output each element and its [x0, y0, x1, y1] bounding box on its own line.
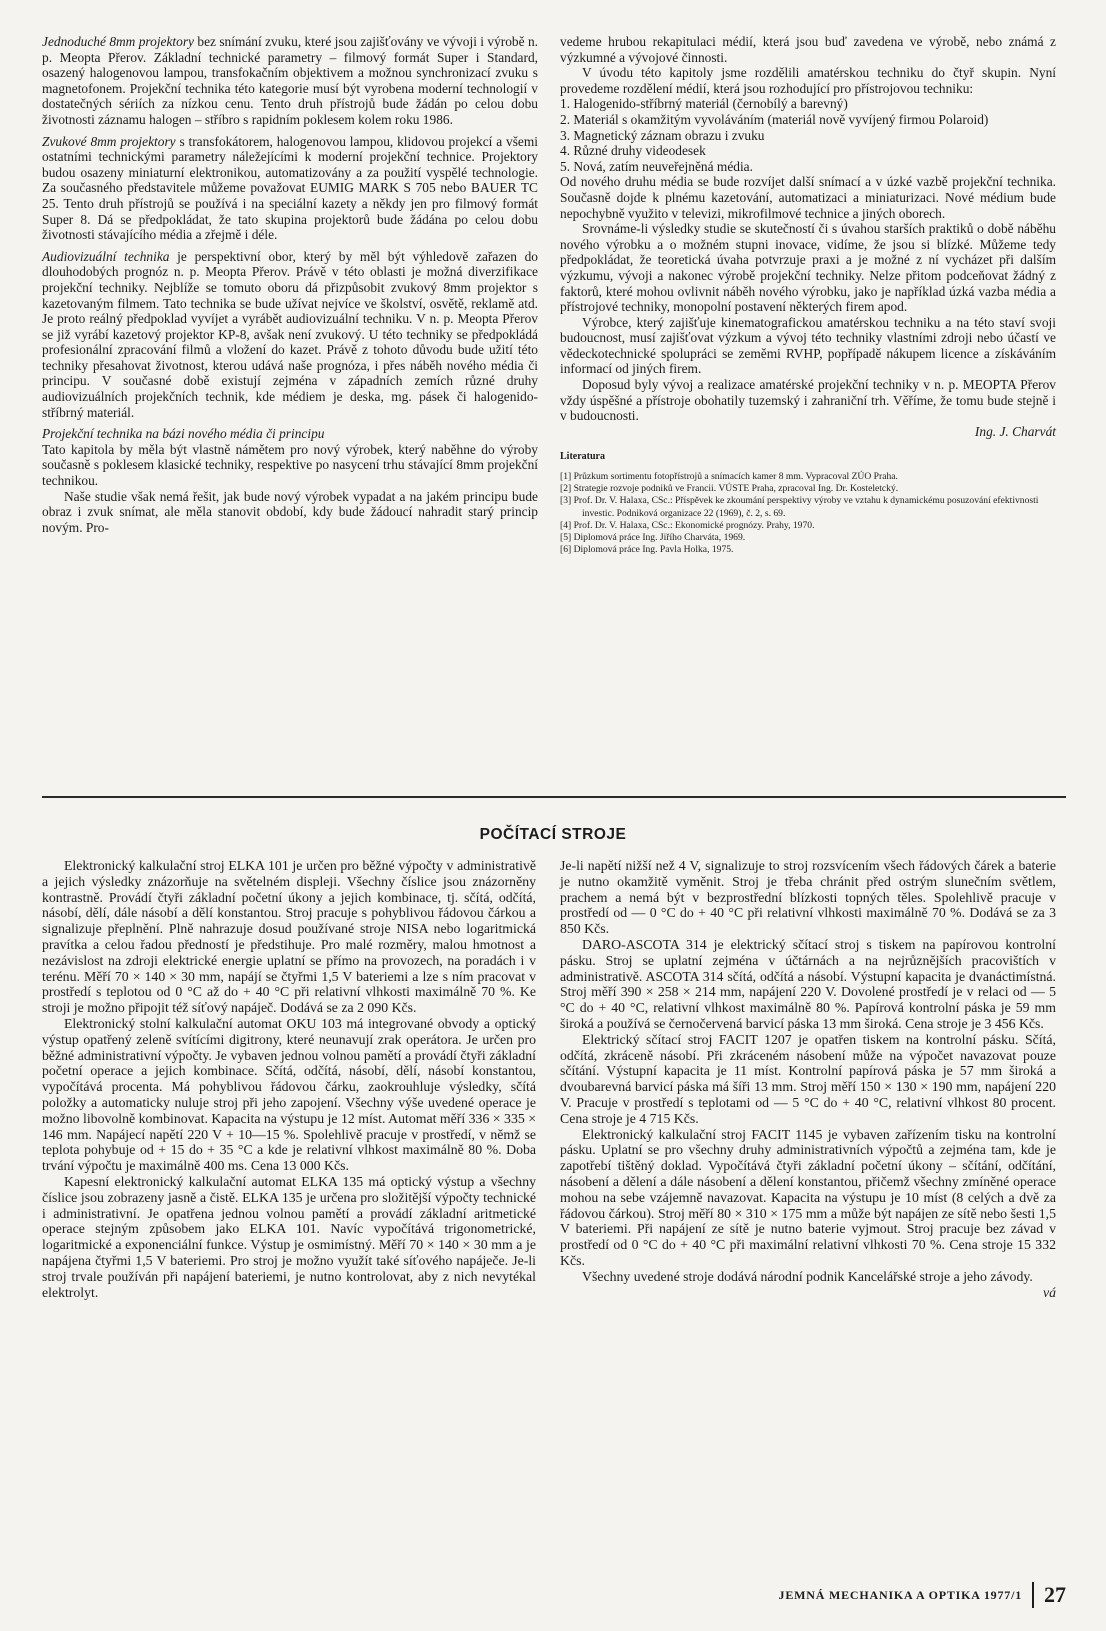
paragraph-text: s transfokátorem, halogenovou lampou, klidovou projekcí a všemi ostatními technickými parametry náležejícími k moderní projekční technice. Projektory budou osazeny miniaturní elektronikou, automatizovány a za použití vyspělé technologie. Za současného představitele můžeme považovat EUMIG MARK S 705 nebo BAUER TC 25. Tento druh přístrojů se používá i na speciální kazety a někdy jen pro filmový formát Super 8. Dá se předpokládat, že tato skupina projektorů bude žádána po celou dobu životnosti stávajícího média a zřejmě i déle. — [42, 133, 539, 243]
reference-item: [6] Diplomová práce Ing. Pavla Holka, 1975. — [560, 544, 734, 556]
paragraph: Naše studie však nemá řešit, jak bude nový výrobek vypadat a na jakém principu bude obraz i zvuk snímat, ale měla stanovit období, kdy bude žádoucí nahradit starý princip novým. Pro- — [42, 488, 538, 535]
references-list — [560, 471, 1056, 556]
lead-phrase: Zvukové 8mm projektory — [42, 133, 176, 149]
list-item: 3. Magnetický záznam obrazu i zvuku — [560, 127, 765, 143]
paragraph: Elektrický sčítací stroj FACIT 1207 je opatřen tiskem na kontrolní pásku. Sčítá, odčítá, zkráceně násobí. Při zkráceném násobení může na výpočet navazovat pouze sčítání. Výstupní kapacita je 11 míst. Kontrolní papírová páska je 57 mm široká a dvoubarevná barvicí páska má šíři 13 mm. Stroj měří 150 × 130 × 190 mm, napájení 220 V. Pracuje v prostředí s teplotami od — 5 °C do + 40 °C, relativní vlhkost 80 procent. Cena stroje je 4 715 Kčs. — [560, 1031, 1056, 1126]
lead-phrase: Audiovizuální technika — [42, 248, 170, 264]
paragraph: Elektronický kalkulační stroj FACIT 1145 je vybaven zařízením tisku na kontrolní pásku. Uplatní se pro všechny druhy administrativních výpočtů a zejména tam, kde je zapotřebí tištěný doklad. Vypočítává čtyři základní početní úkony – sčítání, odčítání, násobení a dělení a dále násobení a dělení konstantou, přičemž všechny zmíněné operace mohou na sebe vzájemně navazovat. Kapacita na výstupu je 10 míst (8 celých a dvě za řádovou čárkou). Stroj měří 80 × 310 × 175 mm a může být napájen ze sítě nebo šesti 1,5 V bateriemi. Při napájení ze sítě je nutno baterie vyjmout. Stroj pracuje bez závad v prostředí od 0 °C do + 40 °C při maximální relativní vlhkosti 70 %. Cena stroje 15 332 Kčs. — [560, 1126, 1056, 1268]
subheading: Projekční technika na bázi nového média či principu — [42, 426, 325, 442]
section-title: POČÍTACÍ STROJE — [479, 826, 627, 843]
paragraph-text: bez snímání zvuku, které jsou zajišťovány ve vývoji i výrobě n. p. Meopta Přerov. Základní technické parametry – filmový formát Super i Standard, osazený halogenovou lampou, transfokačním objektivem a možnou synchronizací zvuku s magnetofonem. Projekční technika této kategorie musí být vyrobena moderní technologií v dostatečných sériích za nízkou cenu. Tento druh přístrojů bude žádán po celou dobu životnosti záznamu halogen – stříbro s rapidním poklesem kolem roku 1986. — [42, 34, 538, 127]
paragraph: Kapesní elektronický kalkulační automat ELKA 135 má optický výstup a všechny číslice jsou zobrazeny jasně a čistě. ELKA 135 je určena pro složitější výpočty technické i administrativní. Je opatřena jednou volnou pamětí a provádí základní aritmetické operace stejným způsobem jako ELKA 101. Navíc vypočítává trigonometrické, logaritmické a exponenciální funkce. Výstup je osmimístný. Měří 70 × 140 × 30 mm a je napájena čtyřmi 1,5 V bateriemi. Pro stroj je možno využít také síťového napáječe. Je-li stroj trvale používán při napájení bateriemi, je nutno kontrolovat, aby z nich nevytékal elektrolyt. — [42, 1173, 536, 1300]
paragraph: DARO-ASCOTA 314 je elektrický sčítací stroj s tiskem na papírovou kontrolní pásku. Stroj se uplatní zejména v účtárnách a na nejrůznějších pracovištích v administrativě. ASCOTA 314 sčítá, odčítá a násobí. Výstupní kapacita je dvanáctimístná. Stroj měří 390 × 258 × 214 mm, napájení 220 V. Dovolené prostředí je v relaci od — 5 °C do + 40 °C, relativní vlhkost maximálně 80 %. Papírová kontrolní páska je 59 mm široká a používá se černočervená barvicí páska 13 mm široká. Cena stroje je 3 456 Kčs. — [560, 936, 1056, 1031]
paragraph: Od nového druhu média se bude rozvíjet další snímací a v úzké vazbě projekční technika. Současně dojde k plnému kazetování, automatizaci a miniaturizaci. Nové médium bude nepochybně využito v televizi, mikrofilmové technice a jiných oborech. — [560, 174, 1056, 221]
page-number: 27 — [1044, 1582, 1066, 1607]
media-list — [560, 96, 1056, 174]
references-heading: Literatura — [560, 451, 605, 463]
lead-phrase: Jednoduché 8mm projektory — [42, 34, 194, 49]
paragraph: vedeme hrubou rekapitulaci médií, která jsou buď zavedena ve výrobě, nebo známá z výzkumné a vývojové činnosti. — [560, 34, 1056, 65]
section-divider — [42, 796, 1066, 798]
paragraph: Elektronický stolní kalkulační automat OKU 103 má integrované obvody a optický výstup opatřený zeleně svítícími digitrony, které neunavují zrak operátora. Je určen pro běžné administrativní výpočty. Je vybaven jednou volnou pamětí a provádí čtyři základní početní operace a jejich kombinace. Sčítá, odčítá, násobí, dělí, násobí konstantou, vypočítává procenta. Má pohyblivou řádovou čárku, zaokrouhluje výsledky, sčítá položky a automaticky nuluje stroj při jeho zapojení. Všechny výše uvedené operace je možno libovolně kombinovat. Kapacita na výstupu je 12 míst. Automat měří 336 × 335 × 146 mm. Napájecí napětí 220 V + 10—15 %. Spolehlivě pracuje v prostředí, v němž se teplota pohybuje od + 15 do + 35 °C a kde je relativní vlhkost maximálně 80 %. Doba trvání výpočtu je maximálně 400 ms. Cena 13 000 Kčs. — [42, 1015, 536, 1174]
list-item: 5. Nová, zatím neuveřejněná média. — [560, 158, 753, 174]
paragraph-text: je perspektivní obor, který by měl být výhledově zařazen do dlouhodobých prognóz n. p. Meopta Přerov. Právě v této oblasti je možná diverzifikace projekční techniky. Nejblíže se tomuto oboru dá přizpůsobit zvukový 8mm projektor s kazetovaným filmem. Tato technika se bude užívat nejvíce ve školství, osvětě, reklamě atd. Je proto reálný předpoklad vyvíjet a vyrábět audiovizuální techniku. V n. p. Meopta Přerov se již vyrábí kazetový projektor KP-8, avšak není zvukový. U této techniky se předpokládá profesionální zpracování filmů a vložení do kazet. Právě z tohoto důvodu bude užití této techniky přesahovat životnost, kterou udává naše prognóza, i přes náběh nového média či principu. V současné době existují zejména v západních zemích různé druhy audiovizuálních projekčních technik, kde médiem je deska, mg. pásek či halogenido-stříbrný materiál. — [42, 248, 539, 420]
article-left-column — [42, 34, 538, 535]
paragraph — [42, 249, 538, 421]
reference-item: [3] Prof. Dr. V. Halaxa, CSc.: Příspěvek ke zkoumání perspektivy výroby ve vztahu k dynamickému posuzování efektivnosti investic. Podniková organizace 22 (1969), č. 2, s. 69. — [560, 495, 1039, 519]
paragraph: Všechny uvedené stroje dodává národní podnik Kancelářské stroje a jeho závody. — [582, 1268, 1033, 1284]
paragraph — [42, 34, 538, 128]
reference-item: [4] Prof. Dr. V. Halaxa, CSc.: Ekonomické prognózy. Prahy, 1970. — [560, 519, 815, 531]
page-footer — [690, 1580, 1066, 1610]
paragraph: Tato kapitola by měla být vlastně námětem pro nový výrobek, který naběhne do výroby současně s poklesem klasické techniky, respektive po nasycení trhu stávající 8mm projekční technikou. — [42, 441, 538, 489]
author-signature: Ing. J. Charvát — [974, 423, 1056, 439]
paragraph: Doposud byly vývoj a realizace amatérské projekční techniky v n. p. MEOPTA Přerov vždy úspěšné a přístroje obohatily tuzemský i zahraniční trh. Věříme, že tomu bude stejně i v budoucnosti. — [560, 377, 1056, 424]
list-item: 2. Materiál s okamžitým vyvoláváním (materiál nově vyvíjený firmou Polaroid) — [560, 111, 989, 127]
paragraph: V úvodu této kapitoly jsme rozdělili amatérskou techniku do čtyř skupin. Nyní provedeme rozdělení médií, která jsou rozhodující pro přístrojovou techniku: — [560, 65, 1056, 96]
list-item: 1. Halogenido-stříbrný materiál (černobílý a barevný) — [560, 96, 848, 112]
paragraph: Elektronický kalkulační stroj ELKA 101 je určen pro běžné výpočty v administrativě a jejich výsledky znázorňuje na světelném displeji. Všechny číslice jsou znázorněny kontrastně. Provádí čtyři základní početní úkony a jejich kombinace, tj. sčítá, odčítá, násobí, dělí, dále násobí a dělí konstantou. Stroj pracuje s pohyblivou řádovou čárkou a signalizuje přeplnění. Plně nahrazuje dosud používané stroje NISA nebo logaritmická pravítka a celou řadou předností je předstihuje. Pro malé rozměry, malou hmotnost a nezávislost na zdroji elektrické energie uplatní se přímo na provozech, na poradách i v terénu. Měří 70 × 140 × 30 mm, napájí se čtyřmi 1,5 V bateriemi a lze s ním pracovat v prostředí s teplotou od 0 °C až do + 40 °C při relativní vlhkosti maximálně 70 %. Ke stroji je možno připojit též síťový napáječ. Dodává se za 2 090 Kčs. — [42, 858, 536, 1016]
section-right-column — [560, 858, 1056, 1300]
footer-divider — [1032, 1582, 1034, 1608]
author-signature: vá — [1042, 1284, 1056, 1300]
reference-item: [1] Průzkum sortimentu fotopřístrojů a snímacích kamer 8 mm. Vypracoval ZÚO Praha. — [560, 471, 898, 483]
paragraph: Srovnáme-li výsledky studie se skutečností či s úvahou starších praktiků o době náběhu nového výrobku a o možném stupni inovace, vidíme, že jsou si blízké. Můžeme tedy předpokládat, že teoretická úvaha potvrzuje praxi a je možné z ní vycházet při dalším výzkumu, vývoji a nakonec výrobě projekční techniky. Nelze přitom podceňovat žádný z faktorů, které mohou ovlivnit náběh nového výrobku, jako je například úzká vazba média a přístrojové techniky, monopolní postavení některých firem apod. — [560, 221, 1056, 315]
paragraph: Výrobce, který zajišťuje kinematografickou amatérskou techniku a na této staví svoji budoucnost, musí zajišťovat výzkum a vývoj této techniky vlastními zdroji nebo účastí ve vědeckotechnické spolupráci se zeměmi RVHP, popřípadě nákupem licence a získáváním informací od jiných firem. — [560, 314, 1056, 377]
section-left-column — [42, 858, 536, 1300]
magazine-title: JEMNÁ MECHANIKA A OPTIKA 1977/1 — [778, 1587, 1022, 1602]
article-right-column — [560, 34, 1056, 556]
list-item: 4. Různé druhy videodesek — [560, 143, 706, 159]
reference-item: [5] Diplomová práce Ing. Jiřího Charváta, 1969. — [560, 532, 746, 544]
paragraph: Je-li napětí nižší než 4 V, signalizuje to stroj rozsvícením všech řádových čárek a baterie je nutno okamžitě vyměnit. Stroj je třeba chránit před ostrým slunečním světlem, prachem a nemá být v bezprostřední blízkosti topných těles. Spolehlivě pracuje v prostředí od — 0 °C do + 40 °C při relativní vlhkosti maximálně 70 %. Dodává se za 3 850 Kčs. — [560, 858, 1056, 937]
paragraph — [42, 134, 538, 243]
reference-item: [2] Strategie rozvoje podniků ve Francii. VÚSTE Praha, zpracoval Ing. Dr. Kosteletcký. — [560, 483, 899, 495]
